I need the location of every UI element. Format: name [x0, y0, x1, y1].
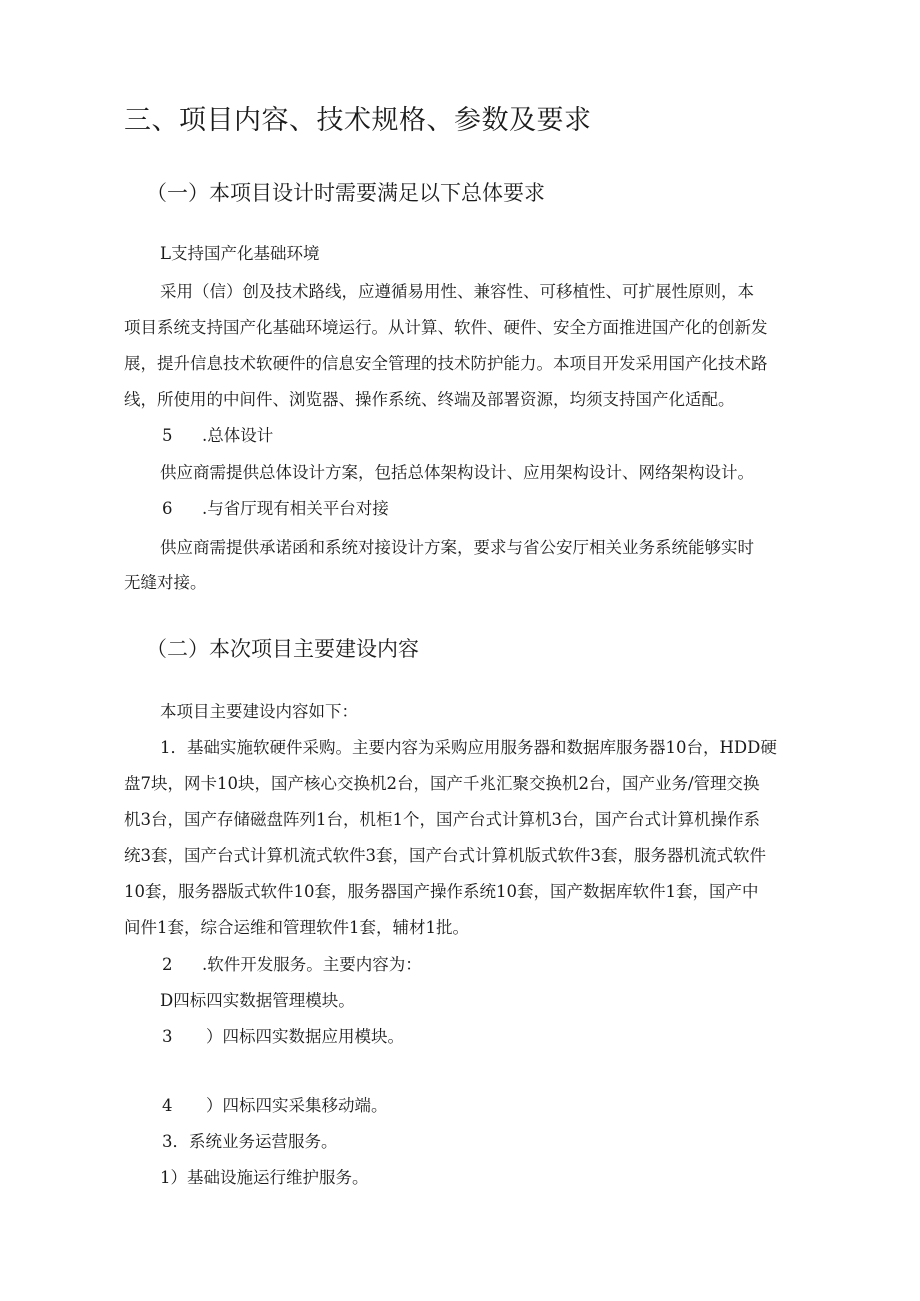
part2-item2-number: 2	[162, 955, 173, 974]
item6-number: 6	[162, 499, 173, 518]
part2-item1-line-1: 1．基础实施软硬件采购。主要内容为采购应用服务器和数据库服务器10台，HDD硬	[160, 738, 777, 757]
part2-item2-heading	[162, 953, 422, 977]
sub-item-3-title: ）四标四实数据应用模块。	[206, 1027, 404, 1046]
part2-item3-sub1: 1）基础设施运行维护服务。	[160, 1168, 369, 1187]
item5-title: .总体设计	[202, 426, 274, 445]
part2-item1-line-2: 盘7块，网卡10块，国产核心交换机2台，国产千兆汇聚交换机2台，国产业务/管理交换	[124, 774, 760, 793]
part2-intro: 本项目主要建设内容如下：	[160, 702, 358, 721]
part2-item3: 3．系统业务运营服务。	[162, 1132, 338, 1151]
part2-item1-line-4: 统3套，国产台式计算机流式软件3套，国产台式计算机版式软件3套，服务器机流式软件	[124, 846, 766, 865]
sub-item-4-title: ）四标四实采集移动端。	[206, 1096, 388, 1115]
item1-title: L支持国产化基础环境	[160, 244, 320, 263]
item1-line-4: 线，所使用的中间件、浏览器、操作系统、终端及部署资源，均须支持国产化适配。	[124, 390, 735, 409]
item1-line-1: 采用（信）创及技术路线，应遵循易用性、兼容性、可移植性、可扩展性原则，本	[160, 282, 754, 301]
sub-item-4	[162, 1094, 388, 1118]
item5-text: 供应商需提供总体设计方案，包括总体架构设计、应用架构设计、网络架构设计。	[160, 463, 754, 482]
item6-title: .与省厅现有相关平台对接	[202, 499, 389, 518]
sub-item-3	[162, 1025, 404, 1049]
part2-heading: （二）本次项目主要建设内容	[146, 637, 419, 661]
part2-item1-line-3: 机3台，国产存储磁盘阵列1台，机柜1个，国产台式计算机3台，国产台式计算机操作系	[124, 810, 760, 829]
item6-heading	[162, 497, 389, 521]
item6-line-1: 供应商需提供承诺函和系统对接设计方案，要求与省公安厅相关业务系统能够实时	[160, 538, 754, 557]
sub-item-3-number: 3	[162, 1027, 173, 1046]
item5-heading	[162, 424, 273, 448]
part2-item1-line-5: 10套，服务器版式软件10套，服务器国产操作系统10套，国产数据库软件1套，国产中	[124, 882, 759, 901]
item5-number: 5	[162, 426, 173, 445]
item1-line-2: 项目系统支持国产化基础环境运行。从计算、软件、硬件、安全方面推进国产化的创新发	[124, 318, 768, 337]
item1-line-3: 展，提升信息技术软硬件的信息安全管理的技术防护能力。本项目开发采用国产化技术路	[124, 354, 768, 373]
sub-item-d: D四标四实数据管理模块。	[160, 991, 355, 1010]
part1-heading: （一）本项目设计时需要满足以下总体要求	[146, 181, 545, 205]
item6-line-2: 无缝对接。	[124, 573, 207, 592]
part2-item2-title: .软件开发服务。主要内容为：	[202, 955, 422, 974]
part2-item1-line-6: 间件1套，综合运维和管理软件1套，辅材1批。	[124, 918, 469, 937]
section-title: 三、项目内容、技术规格、参数及要求	[124, 105, 592, 136]
sub-item-4-number: 4	[162, 1096, 173, 1115]
